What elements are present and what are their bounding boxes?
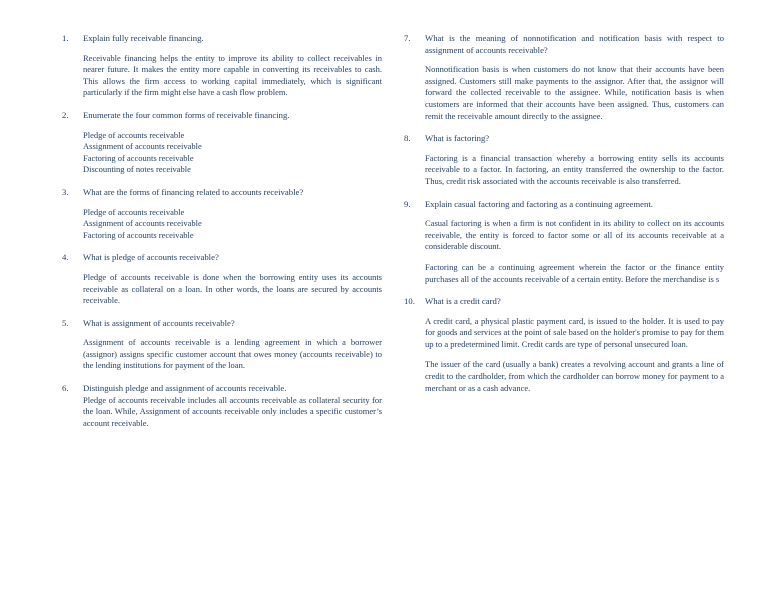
answer-paragraph: Pledge of accounts receivable includes all accounts receivable as collateral security for the loan. While, Assignment of accounts receivable only includes a specific customer’s account receivable. <box>83 394 382 428</box>
answer-paragraph: Pledge of accounts receivable is done when the borrowing entity uses its accounts receivable as collateral on a loan. In other words, the loans are secured by accounts receivable. <box>83 271 382 306</box>
answer-paragraph: Casual factoring is when a firm is not confident in its ability to collect on its accounts receivable, the entity is forced to factor some or all of its accounts receivable at a considerable discount. <box>425 218 724 252</box>
question-number: 6. <box>62 383 69 394</box>
answer-paragraph: A credit card, a physical plastic payment card, is issued to the holder. It is used to pay for goods and services at the point of sale based on the holder's promise to pay for them up to a predetermined limit. Credit cards are type of personal unsecured loan. <box>425 315 724 349</box>
question-block <box>404 296 724 394</box>
question-block <box>62 187 382 241</box>
question-block <box>404 199 724 286</box>
question-text: What is pledge of accounts receivable? <box>83 252 219 263</box>
list-item: Discounting of notes receivable <box>83 164 191 175</box>
question-number: 8. <box>404 133 411 144</box>
answer-paragraph: Factoring can be a continuing agreement wherein the factor or the finance entity purchases all of the accounts receivable of a certain entity. Before the merchandise is s <box>425 261 724 284</box>
question-number: 1. <box>62 33 69 43</box>
question-text: What are the forms of financing related to accounts receivable? <box>83 186 304 197</box>
list-item: Factoring of accounts receivable <box>83 229 194 240</box>
list-item: Assignment of accounts receivable <box>83 218 202 229</box>
list-item: Assignment of accounts receivable <box>83 141 202 152</box>
question-block <box>62 252 382 306</box>
question-block <box>62 383 382 429</box>
list-item: Pledge of accounts receivable <box>83 129 185 140</box>
answer-paragraph: Factoring is a financial transaction whereby a borrowing entity sells its accounts receivable to a factor. In factoring, an entity transferred the ownership to the factor. Thus, credit risk associated with the accounts receivable is also transferred. <box>425 152 724 186</box>
question-number: 3. <box>62 186 69 197</box>
forms-list <box>83 130 382 176</box>
question-text: Enumerate the four common forms of receivable financing. <box>83 109 290 120</box>
question-block <box>62 33 382 99</box>
answer-paragraph: Receivable financing helps the entity to improve its ability to collect receivables in nearer future. It makes the entity more capable in converting its receivables to cash. This allows the firm access to working capital immediately, which is significant particularly if the firm might else have a cash flow problem. <box>83 52 382 98</box>
left-column <box>62 33 382 440</box>
question-text: Explain fully receivable financing. <box>83 33 204 43</box>
question-text: What is factoring? <box>425 133 490 144</box>
question-number: 9. <box>404 198 411 209</box>
question-number: 5. <box>62 317 69 328</box>
answer-paragraph: Nonnotification basis is when customers do not know that their accounts have been assigned. Customers still make payments to the assignor. After that, the assignor will forward the collected receivable to the assignee. While, notification basis is when customers are informed that their accounts have been assigned. Thus, customers can remit the receivable amount directly to the assignee. <box>425 64 724 121</box>
question-text: Distinguish pledge and assignment of accounts receivable. <box>83 383 287 394</box>
question-block <box>62 110 382 176</box>
question-number: 10. <box>404 296 415 307</box>
answer-paragraph: The issuer of the card (usually a bank) creates a revolving account and grants a line of credit to the cardholder, from which the cardholder can borrow money for payment to a merchant or as a cash advance. <box>425 359 724 393</box>
question-block <box>404 33 724 122</box>
question-text: What is a credit card? <box>425 296 501 307</box>
right-column <box>404 33 724 405</box>
question-block <box>62 318 382 372</box>
question-number: 2. <box>62 109 69 120</box>
answer-paragraph: Assignment of accounts receivable is a lending agreement in which a borrower (assignor) assigns specific customer account that owes money (accounts receivable) to the lending institutions for payment of the loan. <box>83 337 382 371</box>
question-number: 4. <box>62 252 69 263</box>
question-text: What is assignment of accounts receivable? <box>83 317 235 328</box>
question-text: What is the meaning of nonnotification and notification basis with respect to assignment of accounts receivable? <box>425 33 724 55</box>
forms-list <box>83 207 382 242</box>
question-number: 7. <box>404 33 411 43</box>
list-item: Pledge of accounts receivable <box>83 206 185 217</box>
list-item: Factoring of accounts receivable <box>83 152 194 163</box>
question-block <box>404 133 724 187</box>
question-text: Explain casual factoring and factoring as a continuing agreement. <box>425 198 653 209</box>
